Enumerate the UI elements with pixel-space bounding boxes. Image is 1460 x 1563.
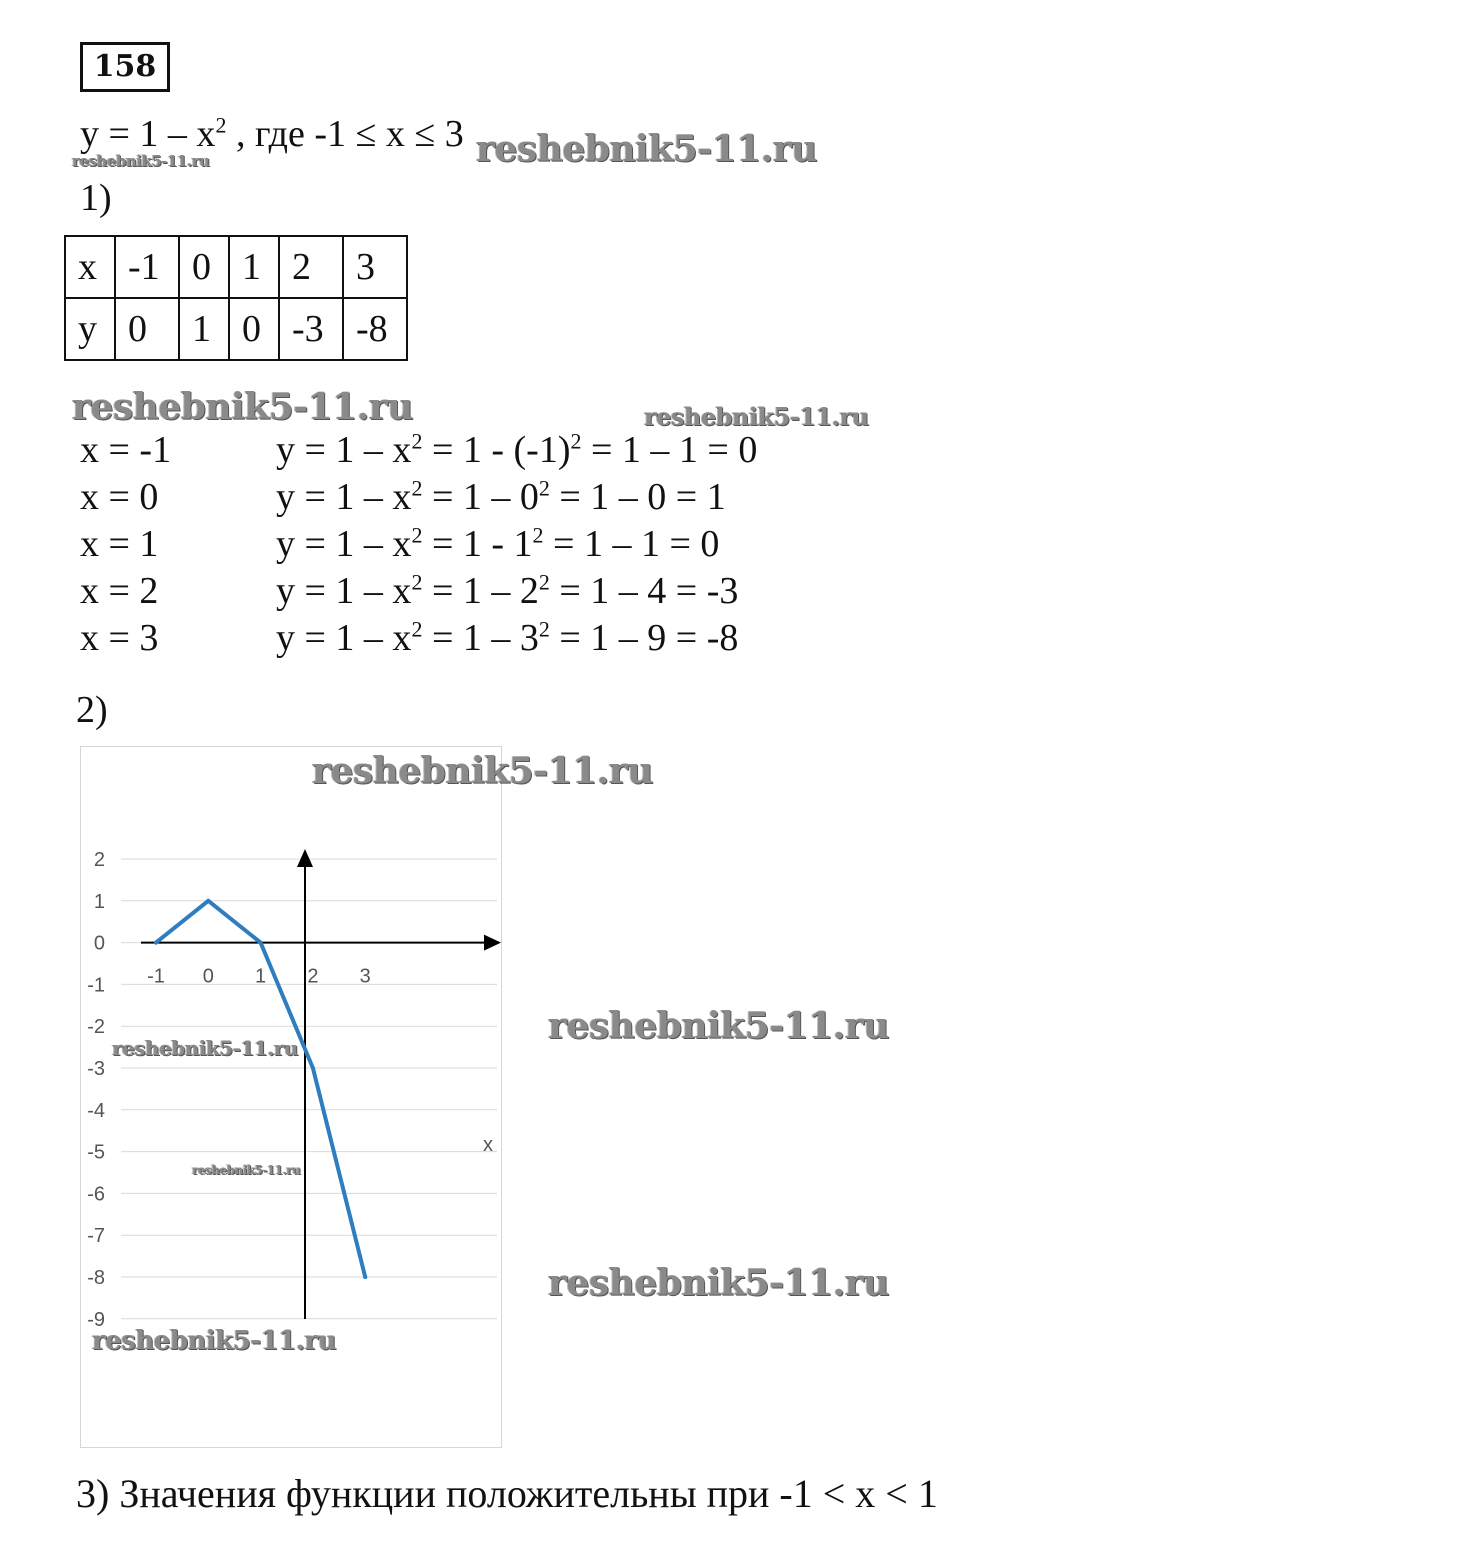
data-point bbox=[311, 1066, 315, 1070]
calc-part: = 1 - 1 bbox=[422, 523, 533, 565]
calc-exp: 2 bbox=[538, 475, 550, 501]
y-tick-label: 2 bbox=[93, 849, 105, 871]
watermark: reshebnik5-11.ru bbox=[476, 128, 817, 170]
calc-exp: 2 bbox=[538, 616, 550, 642]
data-point bbox=[259, 941, 263, 945]
table-cell: 2 bbox=[279, 236, 343, 298]
table-cell: 0 bbox=[115, 298, 179, 360]
data-point bbox=[154, 941, 158, 945]
y-tick-label: -4 bbox=[87, 1099, 105, 1122]
data-point bbox=[363, 1275, 367, 1279]
calc-expression bbox=[276, 616, 738, 660]
function-prefix: y = 1 – x bbox=[80, 113, 216, 155]
calc-expression bbox=[276, 569, 738, 613]
table-cell: 3 bbox=[343, 236, 407, 298]
calc-part: = 1 – 3 bbox=[422, 617, 539, 659]
y-tick-label: 0 bbox=[93, 932, 105, 955]
y-tick-label: -6 bbox=[87, 1183, 105, 1206]
calc-expression bbox=[276, 428, 757, 472]
calc-exp: 2 bbox=[570, 428, 582, 454]
calc-x: x = 3 bbox=[80, 617, 159, 659]
x-tick-label: 0 bbox=[202, 965, 214, 988]
calc-part: y = 1 – x bbox=[276, 429, 412, 471]
x-axis-label: x bbox=[483, 1134, 493, 1156]
calc-exp: 2 bbox=[411, 475, 423, 501]
calc-part: y = 1 – x bbox=[276, 523, 412, 565]
y-tick-label: -1 bbox=[87, 974, 105, 997]
watermark: reshebnik5-11.ru bbox=[312, 750, 653, 792]
calc-part: y = 1 – x bbox=[276, 476, 412, 518]
y-tick-label: -2 bbox=[87, 1016, 105, 1039]
x-axis-arrow bbox=[484, 935, 501, 951]
calc-expression bbox=[276, 475, 726, 519]
series-line bbox=[156, 901, 365, 1277]
x-tick-label: -1 bbox=[147, 965, 165, 988]
calc-part: y = 1 – x bbox=[276, 570, 412, 612]
watermark: reshebnik5-11.ru bbox=[92, 1326, 337, 1356]
y-tick-label: -8 bbox=[87, 1267, 105, 1289]
part1-label: 1) bbox=[80, 177, 112, 219]
calc-part: = 1 – 1 = 0 bbox=[581, 429, 758, 471]
calc-part: = 1 - (-1) bbox=[422, 429, 571, 471]
table-row-y bbox=[65, 298, 407, 360]
y-tick-label: -7 bbox=[87, 1225, 105, 1248]
table-cell: 0 bbox=[179, 236, 229, 298]
watermark: reshebnik5-11.ru bbox=[72, 152, 210, 170]
x-tick-label: 1 bbox=[255, 965, 267, 988]
y-tick-label: -9 bbox=[87, 1308, 105, 1331]
watermark: reshebnik5-11.ru bbox=[72, 386, 413, 428]
x-tick-label: 2 bbox=[307, 965, 319, 988]
calc-exp: 2 bbox=[411, 616, 423, 642]
table-cell: x bbox=[65, 236, 115, 298]
conclusion-text: 3) Значения функции положительны при -1 < x < 1 bbox=[76, 1471, 938, 1516]
y-tick-label: 1 bbox=[93, 890, 105, 913]
calc-exp: 2 bbox=[411, 428, 423, 454]
table-cell: -8 bbox=[343, 298, 407, 360]
calc-part: = 1 – 4 = -3 bbox=[549, 570, 739, 612]
calc-exp: 2 bbox=[411, 522, 423, 548]
table-row-x bbox=[65, 236, 407, 298]
watermark: reshebnik5-11.ru bbox=[112, 1036, 298, 1060]
table-cell: 1 bbox=[179, 298, 229, 360]
calc-part: = 1 – 0 = 1 bbox=[549, 476, 726, 518]
watermark: reshebnik5-11.ru bbox=[548, 1005, 889, 1047]
function-suffix: , где -1 ≤ x ≤ 3 bbox=[226, 113, 464, 155]
table-cell: -1 bbox=[115, 236, 179, 298]
calc-exp: 2 bbox=[411, 569, 423, 595]
calc-exp: 2 bbox=[532, 522, 544, 548]
calc-x: x = 1 bbox=[80, 523, 159, 565]
part2-label: 2) bbox=[76, 689, 108, 731]
calc-part: = 1 – 9 = -8 bbox=[549, 617, 739, 659]
y-tick-label: -3 bbox=[87, 1058, 105, 1080]
function-definition bbox=[80, 112, 464, 156]
calc-x: x = -1 bbox=[80, 429, 172, 471]
table-cell: -3 bbox=[279, 298, 343, 360]
values-table bbox=[64, 235, 408, 361]
calc-expression bbox=[276, 522, 719, 566]
data-point bbox=[206, 899, 210, 903]
calc-part: = 1 – 1 = 0 bbox=[543, 523, 720, 565]
y-axis-arrow bbox=[297, 849, 313, 867]
watermark: reshebnik5-11.ru bbox=[548, 1262, 889, 1304]
calc-exp: 2 bbox=[538, 569, 550, 595]
problem-number: 158 bbox=[80, 42, 170, 92]
x-tick-label: 3 bbox=[359, 965, 371, 988]
calc-part: y = 1 – x bbox=[276, 617, 412, 659]
watermark: reshebnik5-11.ru bbox=[192, 1163, 301, 1177]
table-cell: 0 bbox=[229, 298, 279, 360]
table-cell: 1 bbox=[229, 236, 279, 298]
calc-part: = 1 – 2 bbox=[422, 570, 539, 612]
calc-part: = 1 – 0 bbox=[422, 476, 539, 518]
table-cell: y bbox=[65, 298, 115, 360]
watermark: reshebnik5-11.ru bbox=[644, 402, 869, 431]
calc-x: x = 2 bbox=[80, 570, 159, 612]
function-exponent: 2 bbox=[215, 112, 227, 138]
y-tick-label: -5 bbox=[87, 1141, 105, 1164]
calc-x: x = 0 bbox=[80, 476, 159, 518]
